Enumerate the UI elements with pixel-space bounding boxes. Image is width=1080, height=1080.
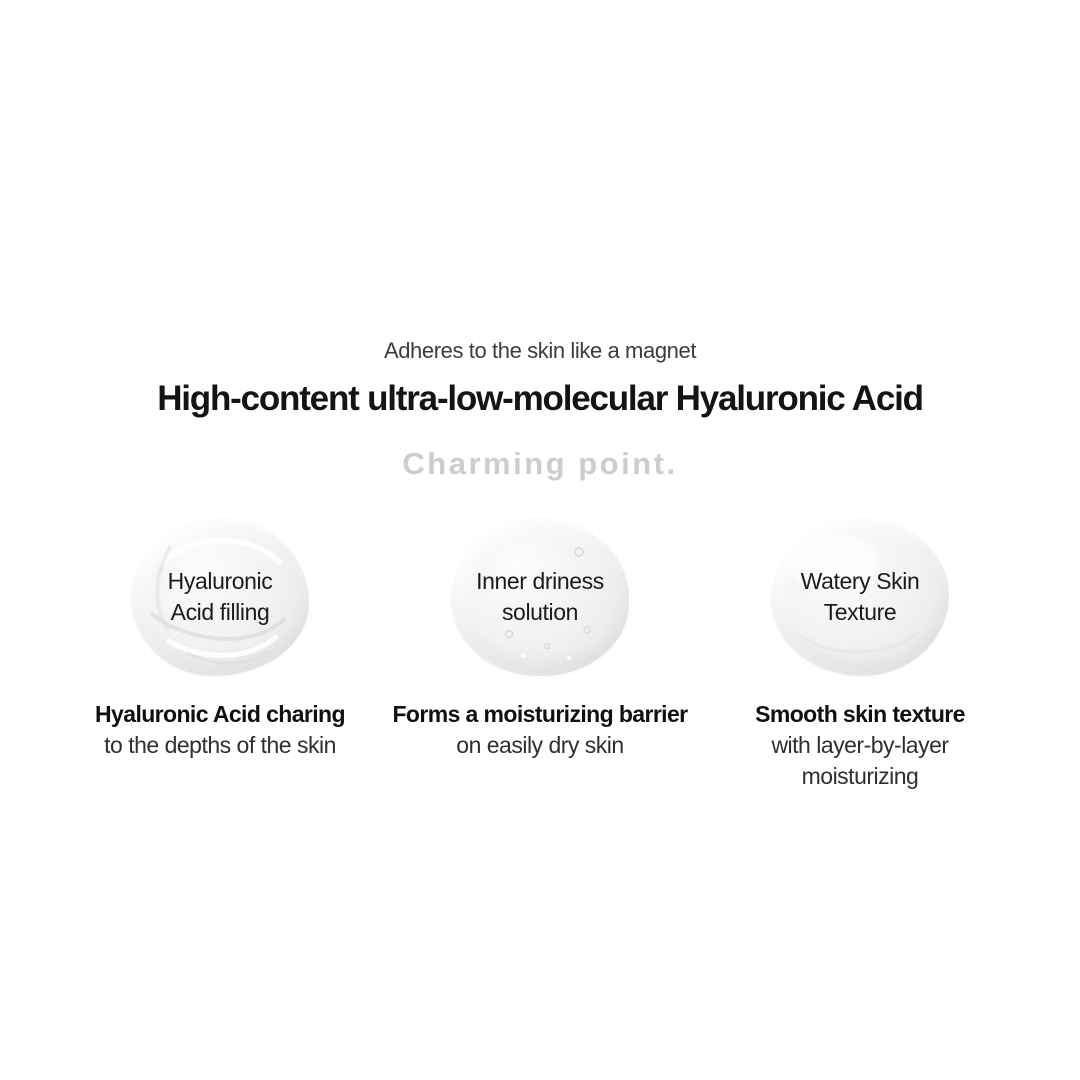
gel-droplet-image <box>131 518 309 676</box>
feature-caption <box>755 699 965 792</box>
droplet-label-line: solution <box>501 599 579 625</box>
water-droplet-image <box>451 518 629 676</box>
droplet-label-line: Acid filling <box>170 599 270 625</box>
droplet-label <box>451 518 629 676</box>
droplet-label-line: Watery Skin <box>800 568 920 594</box>
features-row <box>60 518 1020 792</box>
droplet-label-line: Texture <box>823 599 897 625</box>
feature-inner-dryness <box>380 518 700 792</box>
caption-line: moisturizing <box>801 763 919 789</box>
caption-line-bold: Hyaluronic Acid charing <box>95 701 345 727</box>
droplet-label <box>771 518 949 676</box>
feature-watery-texture <box>700 518 1020 792</box>
subtitle: Adheres to the skin like a magnet <box>383 338 697 363</box>
feature-caption <box>392 699 687 761</box>
caption-line: on easily dry skin <box>456 732 624 758</box>
droplet-label-line: Inner driness <box>476 568 604 594</box>
caption-line: with layer-by-layer <box>771 732 949 758</box>
caption-line-bold: Forms a moisturizing barrier <box>392 701 688 727</box>
caption-line-bold: Smooth skin texture <box>755 701 965 727</box>
droplet-label-line: Hyaluronic <box>167 568 273 594</box>
caption-line: to the depths of the skin <box>104 732 336 758</box>
page-title: High-content ultra-low-molecular Hyaluronic Acid <box>157 379 923 418</box>
feature-hyaluronic-filling <box>60 518 380 792</box>
droplet-label <box>131 518 309 676</box>
header <box>0 0 1080 481</box>
feature-caption <box>95 699 345 761</box>
smooth-droplet-image <box>771 518 949 676</box>
tagline: Charming point. <box>402 446 678 481</box>
